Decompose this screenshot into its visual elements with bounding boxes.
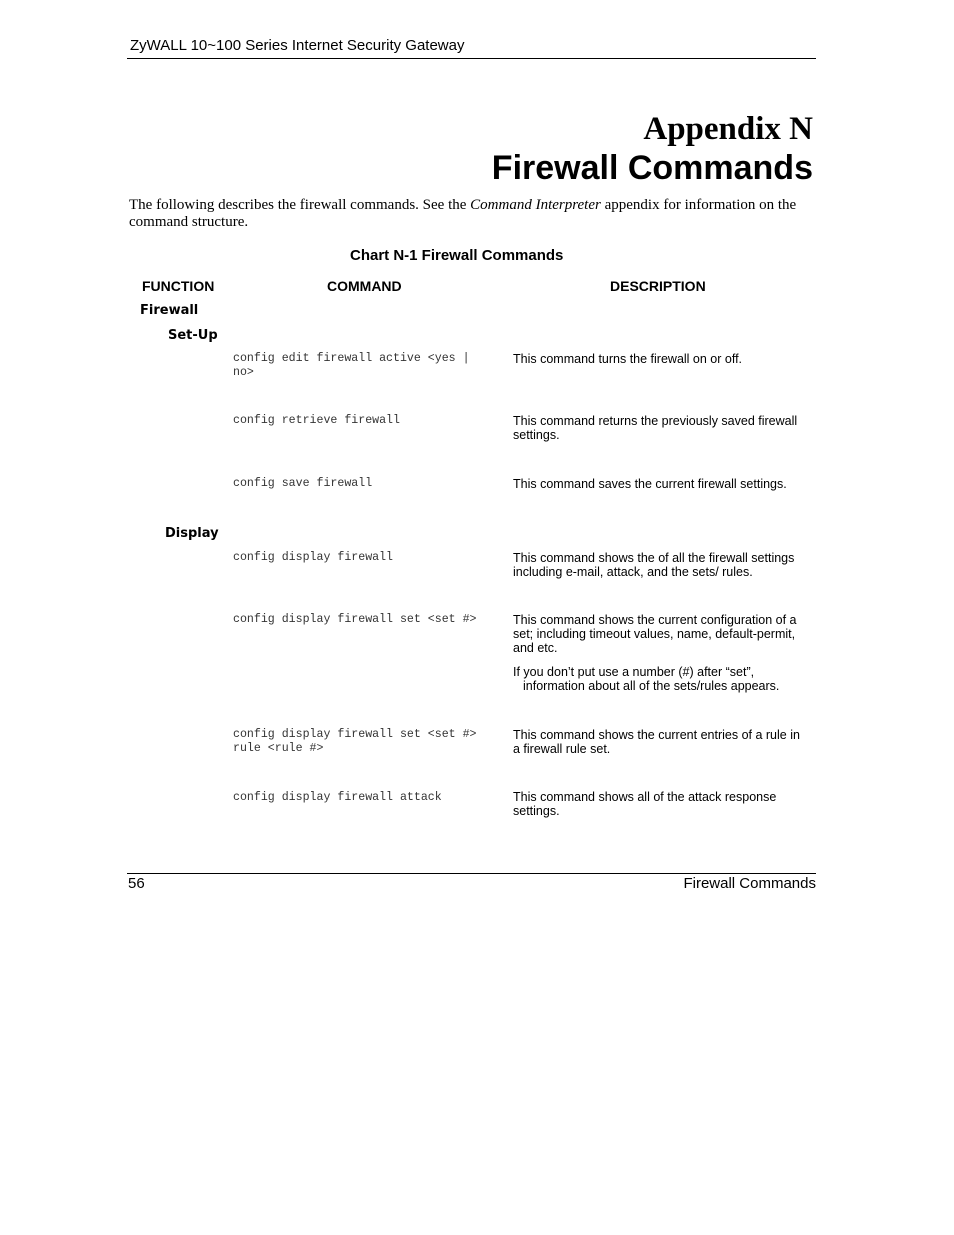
description-display-set: This command shows the current configuration of a set; including timeout values, name, default-permit, and etc. If you don’t put use a number (#) after “set”, information about all of the sets/rules appears.: [513, 613, 808, 693]
intro-reference: Command Interpreter: [470, 197, 601, 213]
description-retrieve: This command returns the previously saved firewall settings.: [513, 414, 798, 442]
appendix-heading: [492, 110, 813, 188]
appendix-label: Appendix N: [643, 111, 813, 147]
command-display-all: config display firewall: [233, 551, 394, 564]
function-firewall: Firewall: [140, 303, 199, 318]
footer-rule: [127, 873, 816, 874]
description-display-set-note: If you don’t put use a number (#) after “set”, information about all of the sets/rules appears.: [513, 665, 780, 693]
page-number: 56: [128, 875, 145, 892]
command-display-set: config display firewall set <set #>: [233, 613, 477, 626]
command-display-attack: config display firewall attack: [233, 791, 442, 804]
column-header-description: DESCRIPTION: [610, 278, 706, 294]
appendix-title: Firewall Commands: [491, 149, 813, 187]
function-setup: Set-Up: [168, 328, 218, 343]
description-display-all: This command shows the of all the firewall settings including e-mail, attack, and the sets/ rules.: [513, 551, 795, 579]
footer-section-title: Firewall Commands: [683, 875, 816, 892]
column-header-function: FUNCTION: [142, 278, 215, 294]
header-rule: [127, 58, 816, 59]
intro-paragraph: [129, 197, 819, 231]
description-display-rule: This command shows the current entries of a rule in a firewall rule set.: [513, 728, 800, 756]
command-display-rule: config display firewall set <set #> rule <rule #>: [233, 728, 477, 755]
command-edit-active: config edit firewall active <yes | no>: [233, 352, 470, 379]
chart-title: Chart N-1 Firewall Commands: [350, 247, 564, 264]
intro-text-start: The following describes the firewall commands. See the: [129, 197, 471, 213]
description-save: This command saves the current firewall settings.: [513, 477, 787, 491]
command-save: config save firewall: [233, 477, 373, 490]
function-display: Display: [165, 526, 219, 541]
intro-text-end: appendix for information on the command structure.: [129, 197, 797, 230]
running-header: ZyWALL 10~100 Series Internet Security Gateway: [130, 37, 465, 54]
description-display-attack: This command shows all of the attack response settings.: [513, 790, 777, 818]
description-edit-active: This command turns the firewall on or off.: [513, 352, 743, 366]
command-retrieve: config retrieve firewall: [233, 414, 400, 427]
column-header-command: COMMAND: [327, 278, 402, 294]
